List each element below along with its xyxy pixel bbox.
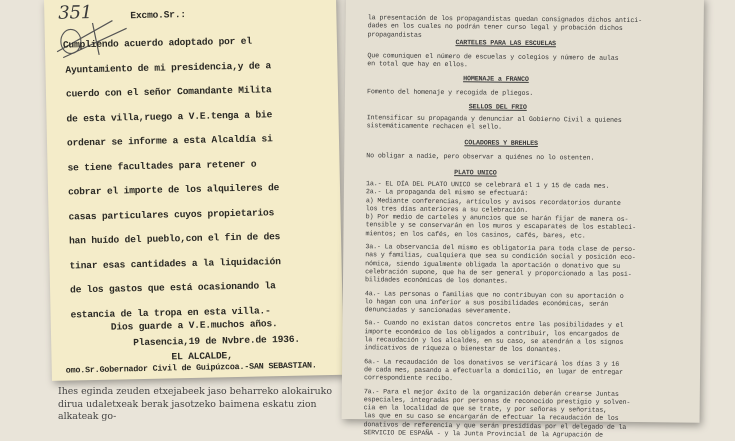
rule-line: lo hagan con una inferior a sus posibilidades económicas, serán [364, 298, 609, 309]
rule-line: correspondiente recibo. [363, 374, 453, 384]
letter-line: cuerdo con el señor Comandante Milita [65, 84, 272, 100]
rule-line: 4a.- Las personas o familias que no contribuyan con su aportación o [364, 289, 624, 301]
letter-line: Ayuntamiento de mi presidencia,y de a [65, 60, 272, 76]
rule-line: nas y familias, cualquiera que sea su condición social y posición eco- [365, 251, 636, 263]
section-text: Fomento del homenaje y recogida de pliegos. [366, 88, 534, 98]
rule-line: los tres días anteriores a su celebración. [365, 205, 529, 215]
rule-line: 3a.- La observancia del mismo es obligatoria para toda clase de perso- [365, 243, 636, 255]
section-text: No obligar a nadie, pero observar a quiénes no lo ostenten. [366, 152, 595, 163]
letter-signature-title: EL ALCALDE, [171, 350, 233, 363]
rule-line: bilidades económicas de los donantes. [364, 276, 508, 286]
letter-line: de esta villa,ruego a V.E.tenga a bie [66, 109, 273, 125]
handwritten-number: 351 [58, 1, 93, 24]
letter-line: tinar esas cantidades a la liquidación [69, 256, 281, 272]
rule-line: importe económico de los obligados a contribuir, los encargados de [364, 327, 620, 339]
section-heading: HOMENAJE a FRANCO [463, 75, 529, 84]
letter-line: cobrar el importe de los alquileres de [67, 182, 280, 198]
rule-line: la recaudación y los alcaldes, en su caso, se atendrán a los signos [364, 336, 624, 347]
intro-line: la presentación de los propagandistas quedan consignados dichos antici- [367, 14, 643, 26]
rule-line: tensible y se conservarán en los muros y escaparates de los estableci- [365, 221, 637, 233]
rule-line: SERVICIO DE ESPAÑA - y la Junta Provincial de la Agrupación de [363, 429, 603, 440]
letter-line: ordenar se informe a esta Alcaldía si [66, 133, 273, 149]
rule-line: 1a.- EL DÍA DEL PLATO UNICO se celebrará el 1 y 15 de cada mes. [365, 180, 610, 191]
rule-line: indicativos de riqueza o bienestar de los donantes. [364, 344, 562, 355]
rule-line: 7a.- Para el mejor éxito de la organización deberán crearse Juntas [363, 387, 619, 399]
plato-unico-rules [363, 180, 636, 440]
rule-line: 2a.- La propaganda del mismo se efectuará: [365, 188, 529, 199]
letter-line: Dios guarde a V.E.muchos años. [110, 318, 278, 333]
intro-line: dades en los cuales no podrán tener curso legal y probación dichos [367, 22, 623, 34]
intro-line: propagandistas [367, 30, 422, 40]
document-left-letter [44, 0, 344, 381]
section-text: en total que hay en ellos. [367, 60, 468, 70]
rule-line: donativos de referencia y que serán presididas por el delegado de la [363, 420, 627, 432]
rule-line: nómica, siendo igualmente obligada la aportación o donativo que su [365, 259, 621, 271]
letter-footer: omo.Sr.Gobernador Civil de Guipúzcoa.-SAN SEBASTIAN. [65, 360, 317, 376]
rule-line: 6a.- La recaudación de los donativos se verificará los días 3 y 16 [364, 357, 620, 369]
letter-line: Cumpliendo acuerdo adoptado por el [62, 35, 252, 51]
rule-line: cia en la localidad de que se trate, y por señoras y señoritas, [363, 404, 608, 415]
rule-line: 5a.- Cuando no existan datos concretos entre las posibilidades y el [364, 319, 624, 331]
rule-line: de cada mes, pasando a efectuarla a domicilio, en lugar de entregar [364, 366, 623, 377]
letter-line: estancia de la tropa en esta villa.- [70, 305, 271, 321]
section-text: Intensificar su propaganda y denunciar al Gobierno Civil a quienes [366, 114, 622, 125]
rule-line: a) Mediante conferencias, artículos y avisos recordatorios durante [365, 196, 621, 208]
letter-line: de los gastos que está ocasionando la [69, 280, 276, 296]
section-heading: SELLOS DEL FRIO [468, 103, 527, 112]
letter-line: se tiene facultades para retener o [67, 158, 257, 174]
caption-text: Ihes egindа zeuden etxejabeek jaso beharreko alokairuko dirua udaletxeak berak jasotzeko baimena eskatu zion alkateak go- [58, 386, 333, 422]
rule-line: denunciadas y sancionadas severamente. [364, 306, 512, 316]
letter-line: casas particulares cuyos propietarios [68, 207, 275, 223]
section-heading: CARTELES PARA LAS ESCUELAS [455, 39, 556, 49]
rule-line: b) Por medio de carteles y anuncios que se harán fijar de manera os- [365, 213, 629, 225]
section-heading: COLADORES Y BREHLES [464, 139, 538, 149]
rule-line: celebración supone, que ha de ser general y proporcionado a las posi- [365, 268, 632, 279]
rule-line: las que en su caso se encargarán de efectuar la recaudación de los [363, 412, 619, 424]
rule-line: especiales, integradas por personas de reconocido prestigio y solven- [363, 396, 631, 407]
document-right-circular [342, 0, 704, 440]
letter-line: Plasencia,19 de Nvbre.de 1936. [133, 333, 300, 349]
section-text: Que comuniquen el número de escuelas y colegios y número de aulas [367, 52, 619, 63]
letter-line: Excmo.Sr.: [130, 9, 187, 22]
letter-line: han huído del pueblo,con el fin de des [68, 231, 281, 247]
section-heading: PLATO UNICO [454, 169, 497, 178]
rule-line: mientos; en los cafés, en los casinos, cafés, bares, etc. [365, 229, 586, 241]
section-text: sistemáticamente rechacen el sello. [366, 122, 502, 132]
